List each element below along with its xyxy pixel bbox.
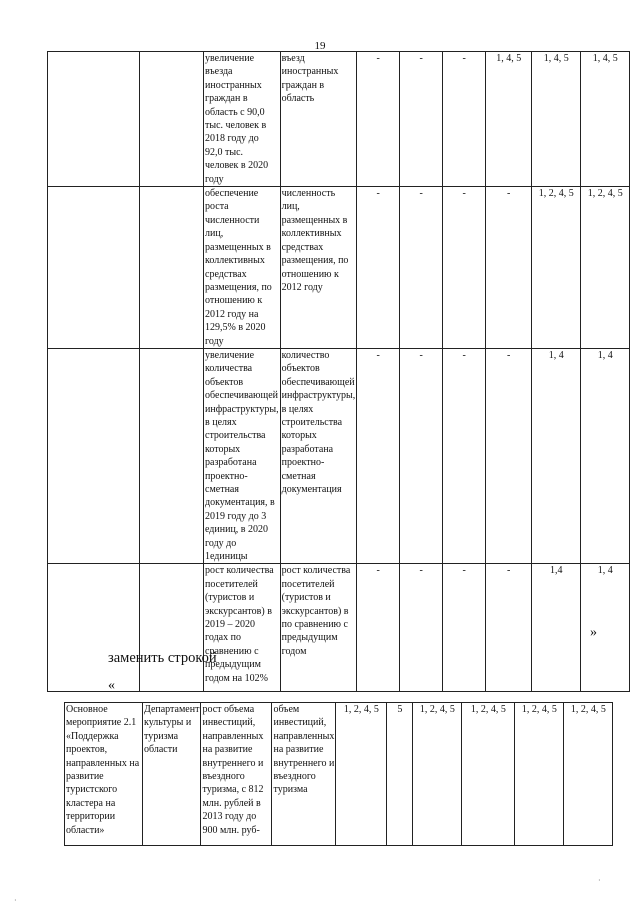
value-cell: 1, 4, 5 [581, 52, 630, 187]
measure-cell: количество объектов обеспечивающей инфраструктуры, в целях строительства которых разработана проектно-сметная документация [280, 348, 357, 564]
measure-cell: численность лиц, размещенных в коллективных средствах размещения, по отношению к 2012 году [280, 187, 357, 349]
table-row [48, 52, 630, 187]
opening-quote: « [108, 678, 115, 693]
executor-cell [140, 187, 204, 349]
value-cell: 1, 2, 4, 5 [336, 703, 387, 846]
value-cell: - [400, 52, 443, 187]
value-cell: - [357, 52, 400, 187]
indicator-cell: рост количества посетителей (туристов и экскурсантов) в 2019 – 2020 годах по сравнению с предыдущим годом на 102% [204, 564, 281, 692]
value-cell: - [443, 348, 486, 564]
executor-cell [140, 564, 204, 692]
closing-quote: » [590, 625, 597, 640]
value-cell: - [400, 187, 443, 349]
value-cell: - [486, 564, 532, 692]
measure-cell: въезд иностранных граждан в область [280, 52, 357, 187]
value-cell: - [400, 348, 443, 564]
value-cell: - [357, 187, 400, 349]
value-cell: 1, 2, 4, 5 [515, 703, 564, 846]
measure-cell: объем инвестиций, направленных на развитие внутреннего и въездного туризма [272, 703, 336, 846]
event-cell [48, 187, 140, 349]
value-cell: 1, 4 [532, 348, 581, 564]
value-cell: 1, 2, 4, 5 [462, 703, 515, 846]
value-cell: - [443, 187, 486, 349]
value-cell: 1,4 [532, 564, 581, 692]
value-cell: 1, 2, 4, 5 [413, 703, 462, 846]
value-cell: - [400, 564, 443, 692]
indicator-cell: обеспечение роста численности лиц, размещенных в коллективных средствах размещения, по отношению к 2012 году на 129,5% в 2020 году [204, 187, 281, 349]
indicator-cell: рост объема инвестиций, направленных на развитие внутреннего и въездного туризма, с 812 млн. рублей в 2013 году до 900 млн. руб- [201, 703, 272, 846]
value-cell: - [486, 187, 532, 349]
continuation-table [47, 51, 630, 692]
value-cell: 1, 4, 5 [532, 52, 581, 187]
table-row [65, 703, 613, 846]
event-cell: Основное мероприятие 2.1 «Поддержка проектов, направленных на развитие туристского кластера на территории области» [65, 703, 143, 846]
value-cell: 1, 4 [581, 564, 630, 692]
event-cell [48, 348, 140, 564]
value-cell: 5 [387, 703, 413, 846]
measure-cell: рост количества посетителей (туристов и экскурсантов) в по сравнению с предыдущим годом [280, 564, 357, 692]
value-cell: - [486, 348, 532, 564]
value-cell: - [443, 564, 486, 692]
event-cell [48, 52, 140, 187]
scan-speck: · [598, 876, 601, 885]
scan-speck: · [14, 896, 17, 905]
executor-cell: Департамент культуры и туризма области [143, 703, 201, 846]
page-number: 19 [314, 40, 326, 52]
indicator-cell: увеличение количества объектов обеспечивающей инфраструктуры, в целях строительства которых разработана проектно-сметная документация, в 2019 году до 3 единиц, в 2020 году до 1единицы [205, 349, 279, 563]
executor-cell [140, 348, 204, 564]
table-row [48, 564, 630, 692]
indicator-cell: увеличение въезда иностранных граждан в область с 90,0 тыс. человек в 2018 году до 92,0 тыс. человек в 2020 году [204, 52, 281, 187]
event-cell [48, 564, 140, 692]
value-cell: 1, 2, 4, 5 [532, 187, 581, 349]
value-cell: 1, 2, 4, 5 [581, 187, 630, 349]
value-cell: 1, 4 [581, 348, 630, 564]
table-row [48, 348, 630, 564]
value-cell: - [357, 564, 400, 692]
value-cell: 1, 4, 5 [486, 52, 532, 187]
table-row [48, 187, 630, 349]
value-cell: - [443, 52, 486, 187]
executor-cell [140, 52, 204, 187]
replacement-table [64, 702, 613, 846]
value-cell: - [357, 348, 400, 564]
replace-instruction: заменить строкой [108, 650, 217, 666]
value-cell: 1, 2, 4, 5 [564, 703, 613, 846]
